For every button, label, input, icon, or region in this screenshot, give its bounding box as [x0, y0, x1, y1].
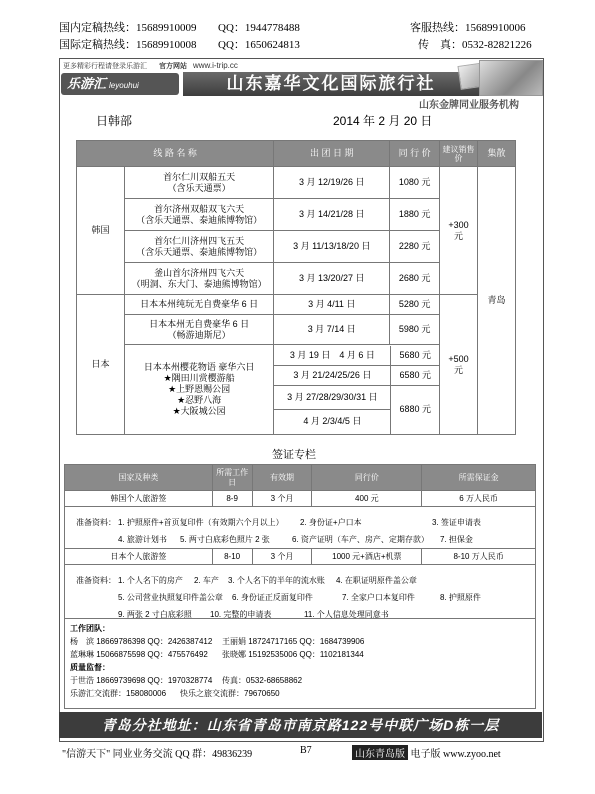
footer-site[interactable]: www.zyoo.net [443, 749, 501, 760]
domestic-label: 国内定稿热线： [59, 22, 136, 34]
contact-entry: 蓝琳琳 15066875598 QQ：475576492 [70, 650, 208, 659]
route-dates: 3 月 12/19/26 日 [274, 167, 390, 199]
spot-item: ★忍野八海 [177, 395, 222, 405]
req-label: 准备资料： [76, 576, 116, 585]
route-dates: 3 月 14/21/28 日 [274, 199, 390, 231]
gather-city [477, 167, 515, 435]
intl-phone: 15689910008 [136, 39, 197, 51]
route-line1: 首尔仁川济州四飞五天 [154, 235, 245, 246]
logo [61, 73, 179, 95]
contact-entry: 杨 滨 18669786398 QQ：2426387412 [70, 637, 213, 646]
site-label: 官方网站 [159, 63, 187, 70]
fax-label: 传 真： [418, 39, 462, 51]
col-price: 同 行 价 [390, 141, 440, 167]
qq-label: QQ： [218, 22, 245, 34]
visa-title: 签证专栏 [272, 449, 316, 461]
req-item: 8. 护照原件 [440, 593, 481, 602]
route-name [124, 263, 273, 295]
route-price: 1080 元 [390, 167, 440, 199]
req-item: 5. 公司营业执照复印件盖公章 [118, 593, 223, 602]
table-row [77, 167, 516, 199]
req-item: 3. 签证申请表 [432, 518, 481, 527]
logo-text: 乐游汇 [67, 76, 107, 91]
sakura-route [124, 345, 273, 435]
req-item: 4. 旅游计划书 [118, 535, 167, 544]
req-item: 11. 个人信息处理同意书 [304, 610, 389, 619]
intl-qq [218, 39, 300, 52]
col-type: 国家及种类 [65, 465, 213, 491]
route-price: 2280 元 [390, 231, 440, 263]
qq-group: "信游天下" 同业业务交流 QQ 群：49836239 [62, 749, 253, 760]
japan-text: 日本 [91, 359, 110, 369]
visa-deposit: 8-10 万人民币 [422, 549, 536, 565]
korea-suggest [440, 167, 478, 295]
route-dates: 3 月 7/14 日 [274, 315, 390, 345]
tour-table [76, 140, 516, 435]
tagline: 更多精彩行程请登录乐游汇 [63, 63, 147, 70]
landscape-image [479, 60, 543, 96]
service-phone: 15689910006 [465, 22, 526, 34]
table-row [65, 549, 536, 565]
table-row [65, 491, 536, 507]
req-label: 准备资料： [76, 518, 116, 527]
route-name [124, 167, 273, 199]
visa-type: 韩国个人旅游签 [65, 491, 213, 507]
route-line1: 首尔济州双船双飞六天 [154, 203, 245, 214]
route-line2: （明洞、东大门、泰迪熊博物馆） [131, 278, 267, 289]
req-item: 5. 两寸白底彩色照片 2 张 [180, 535, 270, 544]
req-item: 2. 身份证+户口本 [300, 518, 362, 527]
contact-entry: 快乐之旅交流群：79670650 [180, 689, 280, 698]
service-label: 客服热线： [410, 22, 465, 34]
sakura-subtable [274, 346, 439, 434]
address-bar: 青岛分社地址：山东省青岛市南京路122号中联广场D栋一层 [59, 712, 542, 738]
route-dates: 3 月 27/28/29/30/31 日 [274, 386, 391, 410]
route-price: 6880 元 [391, 386, 439, 434]
req-item: 1. 护照原件+首页复印件（有效期六个月以上） [118, 518, 284, 527]
suggest-text: +500元 [448, 353, 469, 375]
req-item: 10. 完整的申请表 [210, 610, 272, 619]
req-item: 7. 全家户口本复印件 [342, 593, 415, 602]
logo-en: leyouhui [109, 81, 139, 90]
route-dates: 4 月 2/3/4/5 日 [274, 410, 391, 434]
japan-label [77, 295, 125, 435]
route-line1: 日本本州无自费豪华 6 日 [149, 318, 250, 329]
route-price: 5980 元 [390, 315, 440, 345]
req-item: 2. 车产 [194, 576, 219, 585]
sakura-dates-cell [274, 345, 440, 435]
req-item: 3. 个人名下的半年的流水账 [228, 576, 325, 585]
visa-days: 8-9 [212, 491, 252, 507]
team-label: 工作团队： [70, 624, 110, 633]
route-dates: 3 月 19 日 4 月 6 日 [274, 346, 391, 366]
route-price: 5280 元 [390, 295, 440, 315]
route-dates: 3 月 4/11 日 [274, 295, 390, 315]
route-dates: 3 月 11/13/18/20 日 [274, 231, 390, 263]
visa-days: 8-10 [212, 549, 252, 565]
domestic-hotline [59, 22, 197, 35]
route-price: 5680 元 [391, 346, 439, 366]
visa-deposit: 6 万人民币 [422, 491, 536, 507]
banner-subtitle: 山东金牌同业服务机构 [419, 100, 519, 111]
banner [59, 58, 542, 111]
col-price: 同行价 [312, 465, 422, 491]
korea-label [77, 167, 125, 295]
route-name [124, 315, 273, 345]
company-title: 山东嘉华文化国际旅行社 [183, 72, 479, 96]
page-number: B7 [300, 745, 312, 756]
visa-valid: 3 个月 [252, 549, 312, 565]
qa-label: 质量监督： [70, 663, 110, 672]
col-route: 线 路 名 称 [77, 141, 274, 167]
intl-hotline [59, 39, 197, 52]
route-line2: （畅游迪斯尼） [167, 329, 231, 340]
contact-entry: 王丽娟 18724717165 QQ：1684739906 [222, 637, 365, 646]
req-item: 4. 在职证明原件盖公章 [336, 576, 417, 585]
req-item: 6. 身份证正反面复印件 [232, 593, 313, 602]
intl-label: 国际定稿热线： [59, 39, 136, 51]
fax-line [418, 39, 532, 52]
req-item: 9. 两张 2 寸白底彩照 [118, 610, 192, 619]
route-dates: 3 月 21/24/25/26 日 [274, 366, 391, 386]
contact-entry: 张晓娜 15192535006 QQ：1102181344 [222, 650, 364, 659]
route-name [124, 231, 273, 263]
table-row [77, 295, 516, 315]
route-dates: 3 月 13/20/27 日 [274, 263, 390, 295]
col-days: 所需工作日 [212, 465, 252, 491]
visa-price: 400 元 [312, 491, 422, 507]
route-line2: （含乐天通票、泰迪熊博物馆） [136, 214, 263, 225]
service-hotline [410, 22, 526, 35]
department: 日韩部 [96, 114, 133, 128]
spot-item: ★上野恩赐公园 [168, 384, 231, 394]
korea-text: 韩国 [91, 225, 110, 235]
route-line2: （含乐天通票、泰迪熊博物馆） [136, 246, 263, 257]
route-line1: 釜山首尔济州四飞六天 [154, 267, 245, 278]
col-suggest: 建议销售价 [440, 141, 478, 167]
paper-badge: 山东青岛版 [352, 745, 408, 760]
route-price: 1880 元 [390, 199, 440, 231]
spot-item: ★隅田川赏樱游船 [163, 373, 235, 383]
contact-entry: 传真：0532-68658862 [222, 676, 303, 685]
col-dates: 出 团 日 期 [274, 141, 390, 167]
req-item: 7. 担保金 [440, 535, 473, 544]
route-name: 日本本州纯玩无自费豪华 6 日 [124, 295, 273, 315]
qq-number: 1650624813 [244, 39, 300, 51]
edition-label: 电子版 [410, 749, 441, 760]
edition-info [352, 745, 501, 760]
suggest-text: +300元 [448, 219, 469, 241]
site-url[interactable]: www.i-trip.cc [193, 61, 238, 70]
route-name [124, 199, 273, 231]
japan-suggest [440, 295, 478, 435]
route-line2: （含乐天通票） [167, 182, 231, 193]
gather-text: 青岛 [487, 295, 506, 305]
route-price: 6580 元 [391, 366, 439, 386]
route-line1: 首尔仁川双船五天 [163, 171, 236, 182]
col-gather: 集散 [477, 141, 515, 167]
spot-item: ★大阪城公园 [172, 406, 226, 416]
contact-entry: 乐游汇交流群：158080006 [70, 689, 167, 698]
sakura-title: 日本本州樱花物语 豪华六日 [143, 362, 255, 372]
visa-table [64, 464, 536, 709]
domestic-phone: 15689910009 [136, 22, 197, 34]
domestic-qq [218, 22, 300, 35]
route-price: 2680 元 [390, 263, 440, 295]
visa-valid: 3 个月 [252, 491, 312, 507]
col-valid: 有效期 [252, 465, 312, 491]
req-item: 6. 资产证明（车产、房产、定期存款） [292, 535, 429, 544]
col-deposit: 所需保证金 [422, 465, 536, 491]
fax-number: 0532-82821226 [462, 39, 532, 51]
visa-type: 日本个人旅游签 [65, 549, 213, 565]
contact-entry: 于世浩 18669739698 QQ：1970328774 [70, 676, 213, 685]
visa-price: 1000 元+酒店+机票 [312, 549, 422, 565]
qq-number: 1944778488 [244, 22, 300, 34]
req-item: 1. 个人名下的房产 [118, 576, 183, 585]
qq-label: QQ： [218, 39, 245, 51]
issue-date: 2014 年 2 月 20 日 [333, 114, 433, 128]
